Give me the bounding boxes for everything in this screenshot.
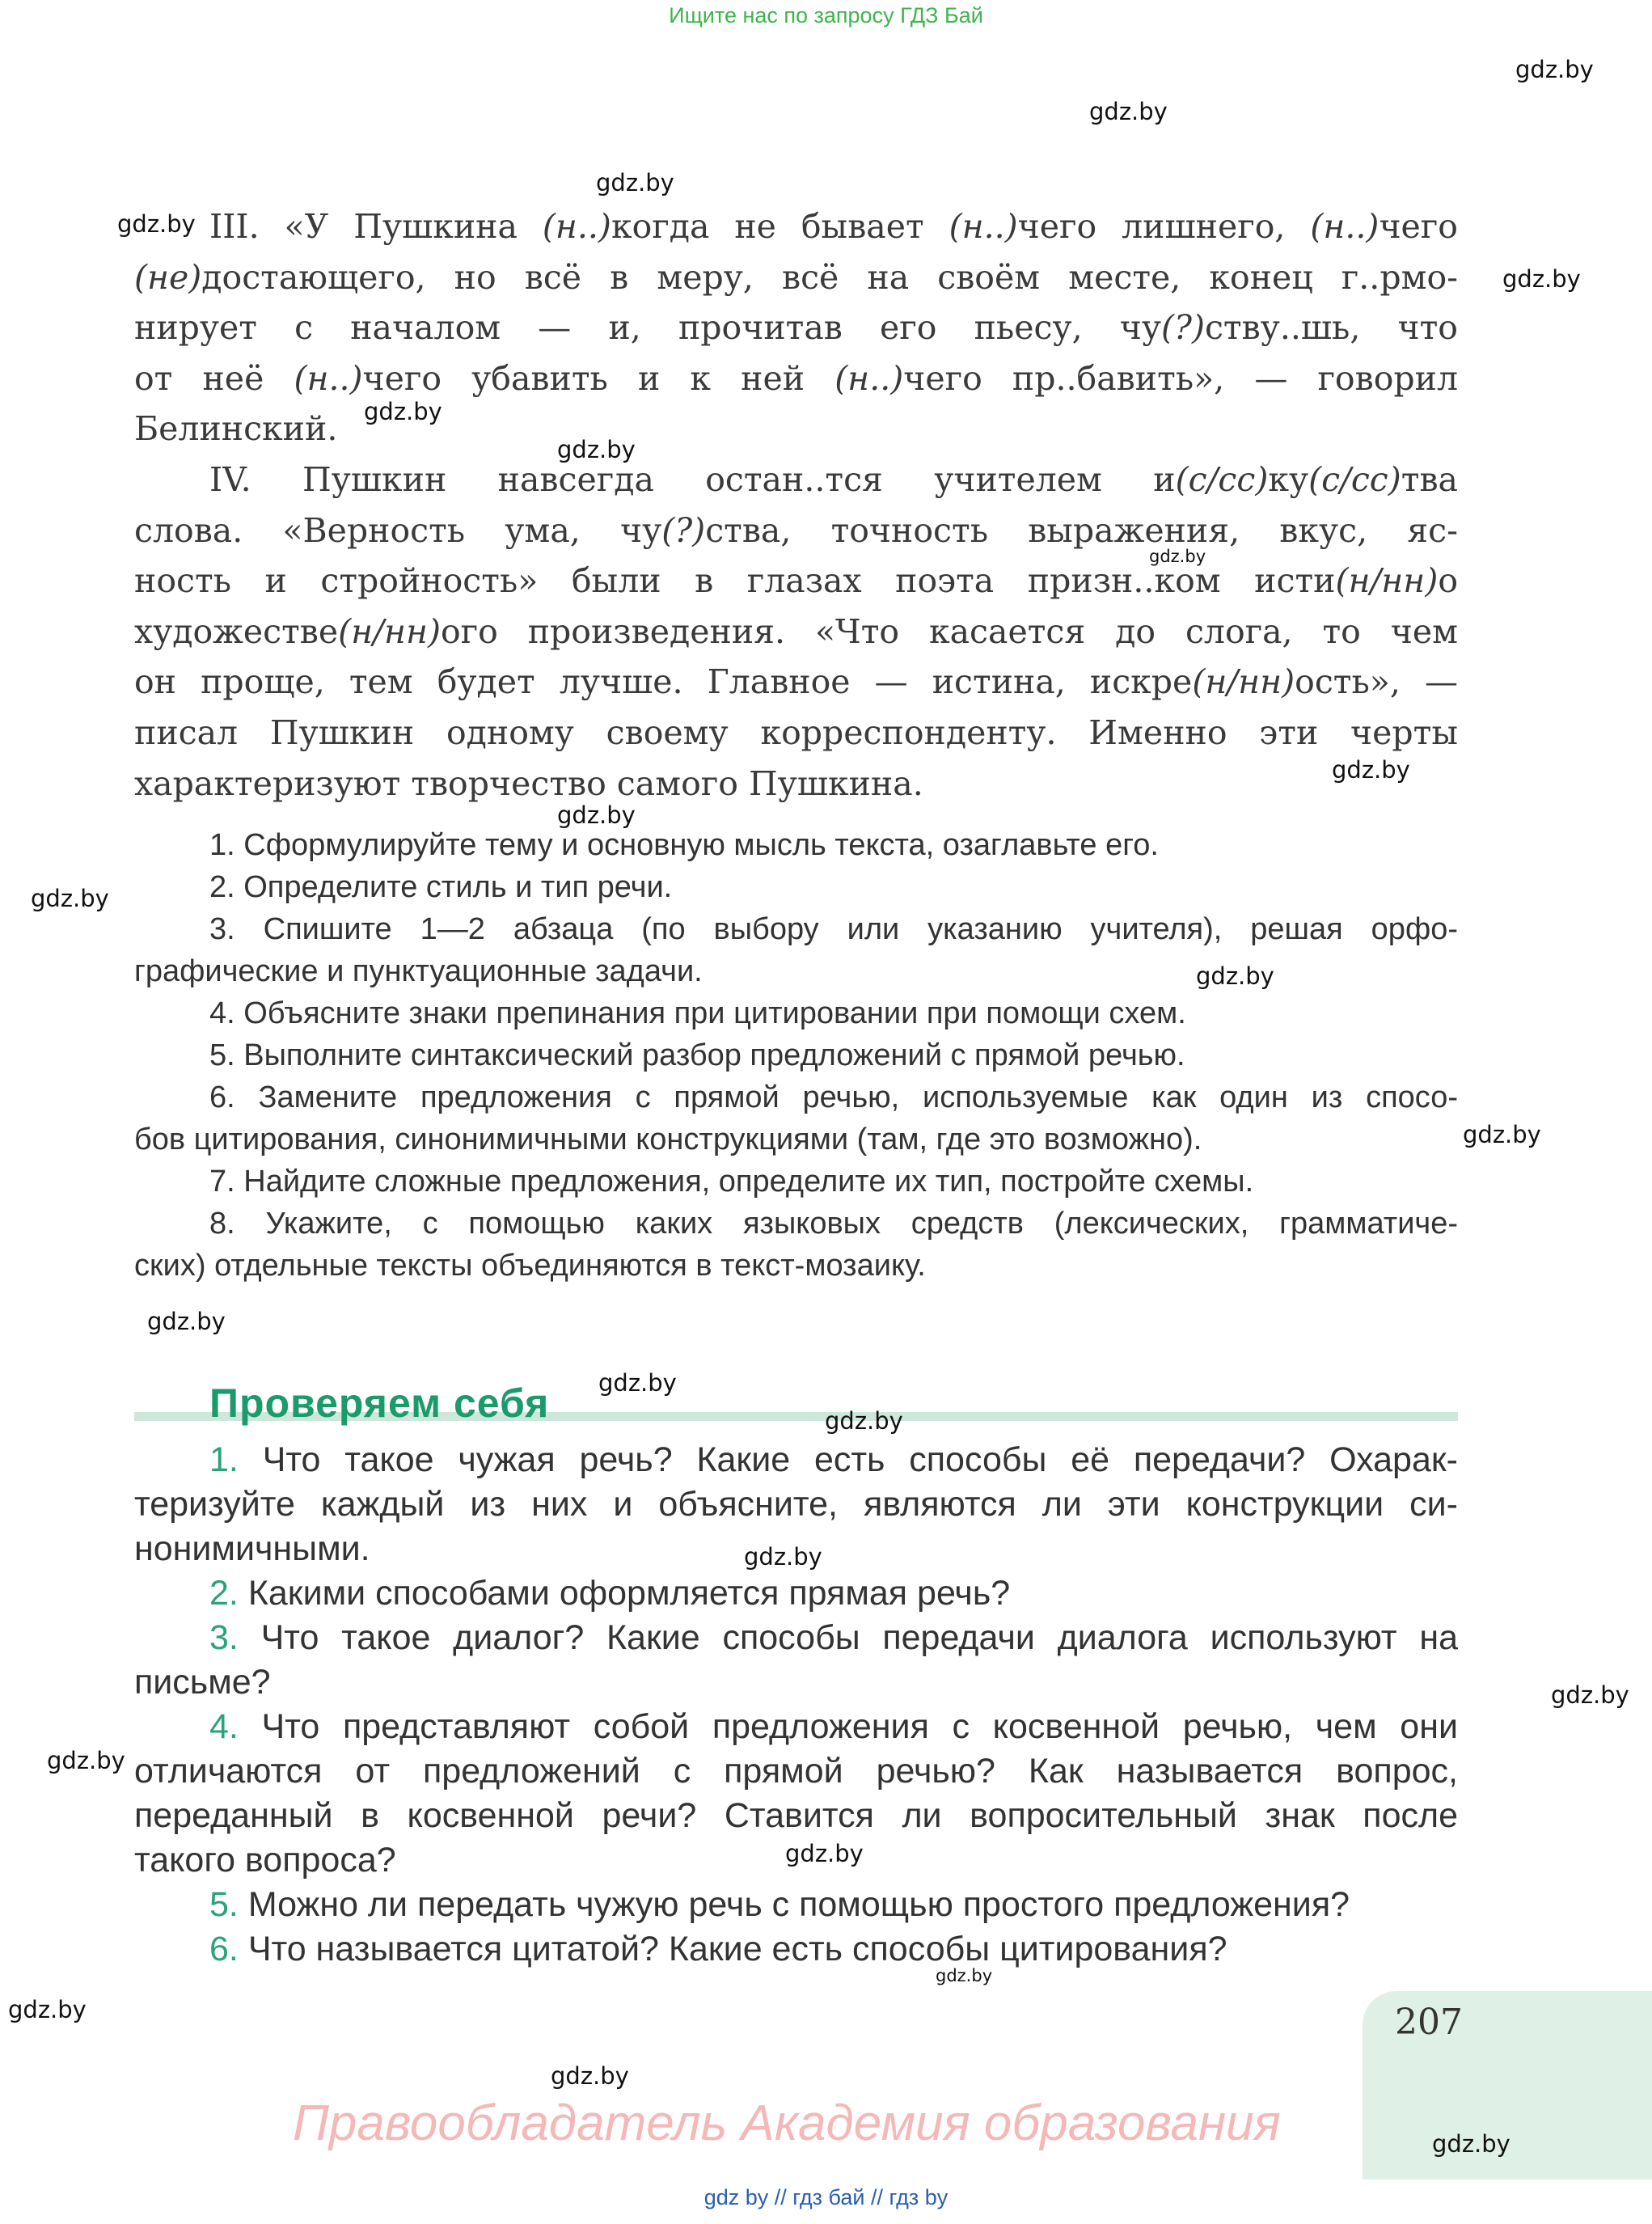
spelling-gap: (н/нн) — [1192, 662, 1295, 702]
question-text: нонимичными. — [134, 1529, 370, 1568]
question-text: Что представляют собой предложения с косвенной речью, чем они — [261, 1707, 1458, 1746]
text-segment: чего — [1379, 207, 1458, 246]
question-number: 6. — [209, 1930, 239, 1968]
spelling-gap: (с/сс) — [1308, 459, 1401, 499]
question-text: Можно ли передать чужую речь с помощью простого предложения? — [247, 1885, 1350, 1924]
watermark: gdz.by — [557, 801, 636, 829]
question-text: такого вопроса? — [134, 1841, 396, 1879]
spelling-gap: (с/сс) — [1175, 459, 1269, 499]
watermark: gdz.by — [1502, 265, 1581, 293]
task-line: ских) отдельные тексты объединяются в текст-мозаику. — [134, 1249, 926, 1283]
watermark: gdz.by — [1089, 98, 1168, 125]
task-line: 8. Укажите, с помощью каких языковых средств (лексических, грамматиче- — [209, 1207, 1458, 1241]
watermark: gdz.by — [47, 1747, 125, 1774]
text-segment: о — [1438, 561, 1458, 601]
exercise-text — [134, 201, 1458, 809]
text-line — [134, 556, 1458, 607]
watermark: gdz.by — [936, 1966, 993, 1985]
text-segment: ость», — — [1295, 662, 1458, 702]
spelling-gap: (?) — [1160, 308, 1205, 348]
task-line: 5. Выполните синтаксический разбор предложений с прямой речью. — [209, 1038, 1185, 1072]
text-segment: характеризуют творчество самого Пушкина. — [134, 763, 923, 803]
text-line — [134, 657, 1458, 708]
question-text: отличаются от предложений с прямой речью? Как называется вопрос, — [134, 1752, 1458, 1791]
question-number: 4. — [209, 1707, 239, 1746]
text-line — [134, 607, 1458, 657]
task-line: 6. Замените предложения с прямой речью, используемые как один из спосо- — [209, 1080, 1458, 1114]
watermark: gdz.by — [557, 436, 636, 463]
watermark: gdz.by — [785, 1840, 864, 1867]
text-line — [134, 455, 1458, 505]
question-number: 1. — [209, 1440, 239, 1479]
text-line — [134, 404, 1458, 455]
task-line: 7. Найдите сложные предложения, определите их тип, постройте схемы. — [209, 1165, 1254, 1199]
task-list — [134, 824, 1458, 1287]
search-hint-banner: Ищите нас по запросу ГДЗ Бай — [669, 3, 983, 27]
question-line — [134, 1482, 1458, 1527]
watermark: gdz.by — [1332, 756, 1410, 784]
question-number: 3. — [209, 1618, 239, 1657]
watermark: gdz.by — [1149, 547, 1206, 566]
spelling-gap: (н/нн) — [338, 611, 441, 651]
watermark: gdz.by — [31, 885, 109, 912]
question-line — [134, 1705, 1458, 1749]
question-line — [134, 1660, 1458, 1705]
task-line: 1. Сформулируйте тему и основную мысль текста, озаглавьте его. — [209, 828, 1159, 862]
text-line — [134, 505, 1458, 556]
text-segment: ству..шь, что — [1204, 308, 1458, 348]
watermark: gdz.by — [8, 1996, 87, 2023]
spelling-gap: (н..) — [949, 207, 1018, 246]
spelling-gap: (не) — [134, 257, 202, 297]
text-segment: IV. Пушкин навсегда остан..тся учителем и — [209, 459, 1176, 499]
text-line — [134, 201, 1458, 252]
question-text: переданный в косвенной речи? Ставится ли вопросительный знак после — [134, 1796, 1458, 1835]
watermark: gdz.by — [1196, 962, 1274, 990]
watermark: gdz.by — [147, 1308, 226, 1335]
text-segment: тва — [1401, 459, 1458, 499]
text-line — [134, 708, 1458, 759]
question-line — [134, 1616, 1458, 1660]
text-segment: достающего, но всё в меру, всё на своём месте, конец г..рмо- — [201, 257, 1458, 297]
watermark: gdz.by — [551, 2062, 629, 2090]
text-segment: он проще, тем будет лучше. Главное — истина, искре — [134, 662, 1193, 702]
task-line: бов цитирования, синонимичными конструкциями (там, где это возможно). — [134, 1123, 1202, 1156]
question-line — [134, 1749, 1458, 1794]
question-line — [134, 1438, 1458, 1482]
watermark: gdz.by — [1463, 1121, 1541, 1148]
text-segment: когда не бывает — [611, 207, 949, 246]
question-text: Что называется цитатой? Какие есть способы цитирования? — [247, 1930, 1227, 1968]
watermark: gdz.by — [596, 169, 674, 197]
task-line: 3. Спишите 1—2 абзаца (по выбору или указанию учителя), решая орфо- — [209, 912, 1458, 946]
task-line: 2. Определите стиль и тип речи. — [209, 870, 673, 904]
question-text: письме? — [134, 1663, 271, 1702]
spelling-gap: (н..) — [294, 358, 363, 398]
question-line — [134, 1794, 1458, 1838]
question-line — [134, 1927, 1458, 1972]
spelling-gap: (?) — [661, 510, 706, 550]
text-segment: ку — [1268, 459, 1309, 499]
question-text: Что такое диалог? Какие способы передачи диалога используют на — [260, 1618, 1458, 1657]
page-number: 207 — [1395, 2002, 1463, 2043]
text-segment: III. «У Пушкина — [209, 207, 543, 246]
watermark: gdz.by — [744, 1543, 822, 1571]
text-segment: Белинский. — [134, 409, 338, 449]
watermark: gdz.by — [1432, 2130, 1510, 2158]
watermark: gdz.by — [598, 1369, 677, 1397]
text-segment: писал Пушкин одному своему корреспонденту. Именно эти черты — [134, 712, 1458, 752]
text-segment: от неё — [134, 358, 294, 398]
text-segment: чего лишнего, — [1017, 207, 1311, 246]
text-segment: чего пр..бавить», — говорил — [903, 358, 1458, 398]
text-line — [134, 302, 1458, 353]
spelling-gap: (н..) — [834, 358, 904, 398]
text-segment: художестве — [134, 611, 339, 651]
text-segment: чего убавить и к ней — [362, 358, 835, 398]
text-line — [134, 759, 1458, 810]
task-line: 4. Объясните знаки препинания при цитировании при помощи схем. — [209, 996, 1186, 1030]
text-segment: слова. «Верность ума, чу — [134, 510, 662, 550]
watermark: gdz.by — [1551, 1681, 1629, 1709]
text-segment: нирует с началом — и, прочитав его пьесу, чу — [134, 308, 1161, 348]
text-line — [134, 353, 1458, 404]
rights-holder-watermark: Правообладатель Академия образования — [293, 2095, 1281, 2151]
watermark: gdz.by — [364, 398, 442, 425]
spelling-gap: (н..) — [1310, 207, 1379, 246]
question-text: Что такое чужая речь? Какие есть способы её передачи? Охарак- — [262, 1440, 1458, 1479]
text-segment: ства, точность выражения, вкус, яс- — [705, 510, 1458, 550]
text-line — [134, 252, 1458, 303]
question-text: Какими способами оформляется прямая речь? — [247, 1574, 1011, 1613]
spelling-gap: (н..) — [542, 207, 611, 246]
watermark: gdz.by — [825, 1407, 903, 1435]
question-text: теризуйте каждый из них и объясните, являются ли эти конструкции си- — [134, 1485, 1458, 1524]
question-number: 2. — [209, 1574, 239, 1613]
self-check-questions — [134, 1438, 1458, 1972]
section-heading: Проверяем себя — [209, 1380, 550, 1426]
question-line — [134, 1883, 1458, 1927]
spelling-gap: (н/нн) — [1335, 561, 1439, 601]
watermark: gdz.by — [117, 210, 196, 238]
footer-links[interactable]: gdz by // гдз бай // гдз by — [703, 2185, 949, 2209]
question-number: 5. — [209, 1885, 239, 1924]
watermark: gdz.by — [1515, 56, 1594, 83]
text-segment: ность и стройность» были в глазах поэта призн..ком исти — [134, 561, 1336, 601]
question-line — [134, 1571, 1458, 1616]
task-line: графические и пунктуационные задачи. — [134, 954, 703, 988]
text-segment: ого произведения. «Что касается до слога, то чем — [440, 611, 1458, 651]
